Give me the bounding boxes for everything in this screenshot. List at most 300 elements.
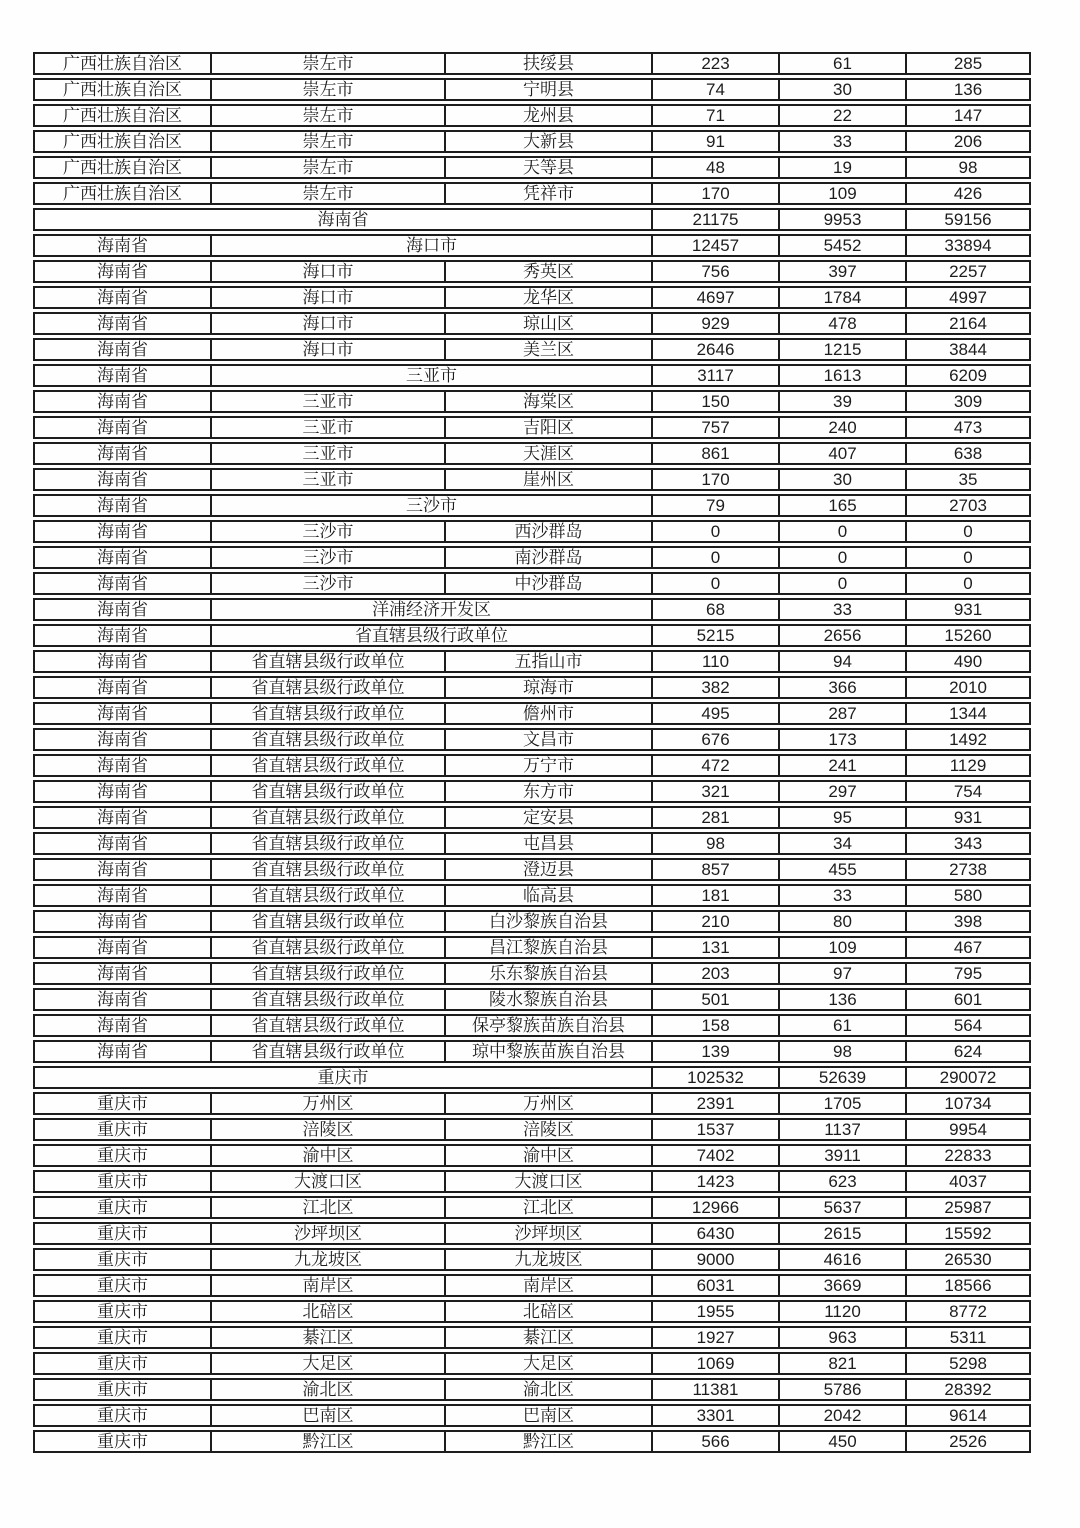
table-cell: 931 <box>905 598 1031 621</box>
table-cell: 5786 <box>778 1378 905 1401</box>
table-cell: 0 <box>651 546 778 569</box>
table-cell: 宁明县 <box>444 78 651 101</box>
table-cell: 343 <box>905 832 1031 855</box>
table-row <box>33 910 1031 933</box>
table-cell: 龙州县 <box>444 104 651 127</box>
table-cell: 2164 <box>905 312 1031 335</box>
table-cell: 756 <box>651 260 778 283</box>
table-row <box>33 364 1031 387</box>
table-cell: 海口市 <box>210 260 444 283</box>
table-cell: 海南省 <box>33 364 210 387</box>
table-cell: 26530 <box>905 1248 1031 1271</box>
table-row <box>33 572 1031 595</box>
table-cell: 321 <box>651 780 778 803</box>
table-cell: 海南省 <box>33 260 210 283</box>
table-cell: 206 <box>905 130 1031 153</box>
table-row <box>33 1040 1031 1063</box>
table-cell: 扶绥县 <box>444 52 651 75</box>
table-cell: 757 <box>651 416 778 439</box>
table-cell: 重庆市 <box>33 1378 210 1401</box>
table-cell: 洋浦经济开发区 <box>210 598 651 621</box>
table-cell: 三沙市 <box>210 572 444 595</box>
table-cell: 478 <box>778 312 905 335</box>
table-cell: 10734 <box>905 1092 1031 1115</box>
table-cell: 4997 <box>905 286 1031 309</box>
table-row <box>33 1196 1031 1219</box>
table-cell: 158 <box>651 1014 778 1037</box>
table-cell: 71 <box>651 104 778 127</box>
table-cell: 97 <box>778 962 905 985</box>
table-cell: 省直辖县级行政单位 <box>210 832 444 855</box>
table-cell: 省直辖县级行政单位 <box>210 780 444 803</box>
table-cell: 676 <box>651 728 778 751</box>
table-cell: 564 <box>905 1014 1031 1037</box>
table-cell: 5215 <box>651 624 778 647</box>
table-row <box>33 1170 1031 1193</box>
table-cell: 海南省 <box>33 676 210 699</box>
table-cell: 琼海市 <box>444 676 651 699</box>
table-cell: 19 <box>778 156 905 179</box>
table-row <box>33 520 1031 543</box>
table-cell: 290072 <box>905 1066 1031 1089</box>
table-cell: 857 <box>651 858 778 881</box>
table-row <box>33 390 1031 413</box>
table-cell: 海南省 <box>33 988 210 1011</box>
table-cell: 海南省 <box>33 338 210 361</box>
table-row <box>33 1430 1031 1453</box>
table-cell: 海南省 <box>33 936 210 959</box>
table-row <box>33 598 1031 621</box>
table-cell: 91 <box>651 130 778 153</box>
table-cell: 重庆市 <box>33 1248 210 1271</box>
table-cell: 285 <box>905 52 1031 75</box>
table-cell: 15592 <box>905 1222 1031 1245</box>
table-cell: 5637 <box>778 1196 905 1219</box>
table-cell: 33 <box>778 884 905 907</box>
table-cell: 海南省 <box>33 208 651 231</box>
table-row <box>33 416 1031 439</box>
table-row <box>33 208 1031 231</box>
table-row <box>33 1222 1031 1245</box>
table-cell: 海南省 <box>33 468 210 491</box>
table-cell: 136 <box>905 78 1031 101</box>
table-cell: 琼中黎族苗族自治县 <box>444 1040 651 1063</box>
table-cell: 澄迈县 <box>444 858 651 881</box>
table-cell: 467 <box>905 936 1031 959</box>
table-cell: 海口市 <box>210 312 444 335</box>
table-cell: 重庆市 <box>33 1352 210 1375</box>
table-cell: 61 <box>778 52 905 75</box>
table-cell: 天涯区 <box>444 442 651 465</box>
table-cell: 580 <box>905 884 1031 907</box>
table-row <box>33 130 1031 153</box>
table-cell: 21175 <box>651 208 778 231</box>
table-row <box>33 546 1031 569</box>
table-cell: 天等县 <box>444 156 651 179</box>
table-cell: 165 <box>778 494 905 517</box>
table-cell: 181 <box>651 884 778 907</box>
table-cell: 海南省 <box>33 312 210 335</box>
table-cell: 屯昌县 <box>444 832 651 855</box>
table-cell: 240 <box>778 416 905 439</box>
table-cell: 495 <box>651 702 778 725</box>
table-cell: 渝中区 <box>210 1144 444 1167</box>
table-cell: 1955 <box>651 1300 778 1323</box>
table-cell: 广西壮族自治区 <box>33 78 210 101</box>
table-cell: 海口市 <box>210 234 651 257</box>
table-row <box>33 1118 1031 1141</box>
table-cell: 三沙市 <box>210 494 651 517</box>
table-cell: 大渡口区 <box>210 1170 444 1193</box>
table-cell: 海南省 <box>33 546 210 569</box>
table-cell: 131 <box>651 936 778 959</box>
table-cell: 海南省 <box>33 858 210 881</box>
table-cell: 乐东黎族自治县 <box>444 962 651 985</box>
table-cell: 海棠区 <box>444 390 651 413</box>
table-cell: 397 <box>778 260 905 283</box>
table-row <box>33 182 1031 205</box>
table-cell: 490 <box>905 650 1031 673</box>
table-cell: 3844 <box>905 338 1031 361</box>
table-cell: 省直辖县级行政单位 <box>210 988 444 1011</box>
table-cell: 巴南区 <box>444 1404 651 1427</box>
table-cell: 沙坪坝区 <box>210 1222 444 1245</box>
table-cell: 中沙群岛 <box>444 572 651 595</box>
table-cell: 北碚区 <box>210 1300 444 1323</box>
table-cell: 广西壮族自治区 <box>33 156 210 179</box>
table-cell: 崇左市 <box>210 78 444 101</box>
table-cell: 34 <box>778 832 905 855</box>
table-cell: 33 <box>778 130 905 153</box>
table-cell: 海南省 <box>33 780 210 803</box>
table-cell: 省直辖县级行政单位 <box>210 962 444 985</box>
table-row <box>33 806 1031 829</box>
table-cell: 陵水黎族自治县 <box>444 988 651 1011</box>
table-cell: 海南省 <box>33 1014 210 1037</box>
table-cell: 省直辖县级行政单位 <box>210 676 444 699</box>
table-cell: 1537 <box>651 1118 778 1141</box>
table-cell: 95 <box>778 806 905 829</box>
table-cell: 三亚市 <box>210 468 444 491</box>
table-cell: 南岸区 <box>210 1274 444 1297</box>
table-row <box>33 1352 1031 1375</box>
table-cell: 6031 <box>651 1274 778 1297</box>
table-cell: 三沙市 <box>210 546 444 569</box>
table-cell: 海南省 <box>33 754 210 777</box>
table-cell: 海南省 <box>33 728 210 751</box>
table-cell: 0 <box>905 520 1031 543</box>
table-cell: 638 <box>905 442 1031 465</box>
table-cell: 北碚区 <box>444 1300 651 1323</box>
table-cell: 海南省 <box>33 1040 210 1063</box>
table-cell: 海南省 <box>33 884 210 907</box>
table-cell: 崇左市 <box>210 156 444 179</box>
table-cell: 省直辖县级行政单位 <box>210 728 444 751</box>
table-cell: 三亚市 <box>210 364 651 387</box>
table-cell: 大新县 <box>444 130 651 153</box>
table-row <box>33 780 1031 803</box>
table-cell: 2646 <box>651 338 778 361</box>
table-cell: 江北区 <box>210 1196 444 1219</box>
table-cell: 省直辖县级行政单位 <box>210 702 444 725</box>
table-cell: 广西壮族自治区 <box>33 182 210 205</box>
table-cell: 万宁市 <box>444 754 651 777</box>
table-cell: 1129 <box>905 754 1031 777</box>
table-cell: 3301 <box>651 1404 778 1427</box>
table-row <box>33 1248 1031 1271</box>
table-cell: 147 <box>905 104 1031 127</box>
table-cell: 海南省 <box>33 286 210 309</box>
table-cell: 426 <box>905 182 1031 205</box>
table-cell: 海南省 <box>33 624 210 647</box>
table-row <box>33 988 1031 1011</box>
table-cell: 455 <box>778 858 905 881</box>
table-cell: 4697 <box>651 286 778 309</box>
table-cell: 三亚市 <box>210 416 444 439</box>
table-cell: 江北区 <box>444 1196 651 1219</box>
table-cell: 重庆市 <box>33 1430 210 1453</box>
table-row <box>33 624 1031 647</box>
table-cell: 綦江区 <box>210 1326 444 1349</box>
table-cell: 109 <box>778 182 905 205</box>
table-cell: 22 <box>778 104 905 127</box>
table-cell: 94 <box>778 650 905 673</box>
table-row <box>33 1404 1031 1427</box>
table-cell: 保亭黎族苗族自治县 <box>444 1014 651 1037</box>
table-cell: 海南省 <box>33 442 210 465</box>
table-cell: 5452 <box>778 234 905 257</box>
table-cell: 九龙坡区 <box>444 1248 651 1271</box>
table-cell: 1927 <box>651 1326 778 1349</box>
table-cell: 2010 <box>905 676 1031 699</box>
table-cell: 万州区 <box>210 1092 444 1115</box>
table-cell: 0 <box>905 546 1031 569</box>
table-cell: 110 <box>651 650 778 673</box>
table-cell: 4037 <box>905 1170 1031 1193</box>
table-cell: 795 <box>905 962 1031 985</box>
table-cell: 崇左市 <box>210 130 444 153</box>
table-cell: 重庆市 <box>33 1170 210 1193</box>
table-cell: 海南省 <box>33 650 210 673</box>
table-cell: 170 <box>651 468 778 491</box>
table-cell: 501 <box>651 988 778 1011</box>
table-cell: 223 <box>651 52 778 75</box>
table-row <box>33 338 1031 361</box>
table-cell: 省直辖县级行政单位 <box>210 1040 444 1063</box>
table-row <box>33 286 1031 309</box>
table-cell: 963 <box>778 1326 905 1349</box>
table-cell: 崇左市 <box>210 104 444 127</box>
table-row <box>33 78 1031 101</box>
table-cell: 2656 <box>778 624 905 647</box>
table-row <box>33 728 1031 751</box>
table-cell: 1705 <box>778 1092 905 1115</box>
table-cell: 11381 <box>651 1378 778 1401</box>
table-cell: 省直辖县级行政单位 <box>210 858 444 881</box>
table-cell: 三沙市 <box>210 520 444 543</box>
table-cell: 省直辖县级行政单位 <box>210 936 444 959</box>
table-cell: 68 <box>651 598 778 621</box>
table-cell: 473 <box>905 416 1031 439</box>
table-cell: 754 <box>905 780 1031 803</box>
table-row <box>33 702 1031 725</box>
table-row <box>33 884 1031 907</box>
table-cell: 203 <box>651 962 778 985</box>
table-row <box>33 1326 1031 1349</box>
table-cell: 109 <box>778 936 905 959</box>
table-cell: 崖州区 <box>444 468 651 491</box>
table-cell: 临高县 <box>444 884 651 907</box>
table-row <box>33 234 1031 257</box>
table-cell: 382 <box>651 676 778 699</box>
table-cell: 173 <box>778 728 905 751</box>
table-cell: 0 <box>778 520 905 543</box>
table-row <box>33 936 1031 959</box>
table-cell: 黔江区 <box>210 1430 444 1453</box>
table-cell: 渝中区 <box>444 1144 651 1167</box>
table-cell: 重庆市 <box>33 1196 210 1219</box>
table-cell: 241 <box>778 754 905 777</box>
table-cell: 海口市 <box>210 286 444 309</box>
table-cell: 重庆市 <box>33 1326 210 1349</box>
table-cell: 海南省 <box>33 806 210 829</box>
table-cell: 61 <box>778 1014 905 1037</box>
table-cell: 定安县 <box>444 806 651 829</box>
table-row <box>33 1378 1031 1401</box>
table-cell: 1120 <box>778 1300 905 1323</box>
table-cell: 821 <box>778 1352 905 1375</box>
table-cell: 重庆市 <box>33 1066 651 1089</box>
table-cell: 1784 <box>778 286 905 309</box>
table-cell: 崇左市 <box>210 52 444 75</box>
table-cell: 省直辖县级行政单位 <box>210 754 444 777</box>
table-cell: 30 <box>778 78 905 101</box>
table-cell: 2391 <box>651 1092 778 1115</box>
table-cell: 139 <box>651 1040 778 1063</box>
table-cell: 广西壮族自治区 <box>33 104 210 127</box>
table-row <box>33 1066 1031 1089</box>
table-cell: 綦江区 <box>444 1326 651 1349</box>
table-cell: 297 <box>778 780 905 803</box>
table-cell: 重庆市 <box>33 1300 210 1323</box>
table-cell: 3911 <box>778 1144 905 1167</box>
table-cell: 海南省 <box>33 416 210 439</box>
table-cell: 渝北区 <box>444 1378 651 1401</box>
table-cell: 文昌市 <box>444 728 651 751</box>
table-cell: 海南省 <box>33 234 210 257</box>
table-cell: 重庆市 <box>33 1404 210 1427</box>
table-cell: 儋州市 <box>444 702 651 725</box>
table-cell: 0 <box>778 546 905 569</box>
table-cell: 18566 <box>905 1274 1031 1297</box>
table-row <box>33 962 1031 985</box>
table-cell: 东方市 <box>444 780 651 803</box>
table-cell: 623 <box>778 1170 905 1193</box>
table-cell: 九龙坡区 <box>210 1248 444 1271</box>
table-cell: 601 <box>905 988 1031 1011</box>
table-cell: 1069 <box>651 1352 778 1375</box>
table-row <box>33 1092 1031 1115</box>
table-cell: 0 <box>905 572 1031 595</box>
table-cell: 省直辖县级行政单位 <box>210 910 444 933</box>
table-cell: 1492 <box>905 728 1031 751</box>
table-cell: 2257 <box>905 260 1031 283</box>
table-cell: 2042 <box>778 1404 905 1427</box>
table-cell: 5298 <box>905 1352 1031 1375</box>
table-cell: 海南省 <box>33 494 210 517</box>
table-cell: 7402 <box>651 1144 778 1167</box>
table-cell: 海南省 <box>33 910 210 933</box>
table-cell: 崇左市 <box>210 182 444 205</box>
table-cell: 28392 <box>905 1378 1031 1401</box>
table-row <box>33 468 1031 491</box>
table-cell: 广西壮族自治区 <box>33 130 210 153</box>
table-cell: 重庆市 <box>33 1222 210 1245</box>
table-cell: 98 <box>905 156 1031 179</box>
table-cell: 12966 <box>651 1196 778 1219</box>
table-row <box>33 156 1031 179</box>
table-cell: 1215 <box>778 338 905 361</box>
table-cell: 472 <box>651 754 778 777</box>
table-cell: 79 <box>651 494 778 517</box>
table-cell: 59156 <box>905 208 1031 231</box>
table-row <box>33 1014 1031 1037</box>
table-cell: 398 <box>905 910 1031 933</box>
table-row <box>33 312 1031 335</box>
table-body <box>33 52 1031 1453</box>
table-row <box>33 1300 1031 1323</box>
table-cell: 170 <box>651 182 778 205</box>
table-cell: 广西壮族自治区 <box>33 52 210 75</box>
table-cell: 海南省 <box>33 702 210 725</box>
table-cell: 566 <box>651 1430 778 1453</box>
table-cell: 2615 <box>778 1222 905 1245</box>
table-cell: 48 <box>651 156 778 179</box>
table-cell: 五指山市 <box>444 650 651 673</box>
table-cell: 沙坪坝区 <box>444 1222 651 1245</box>
table-cell: 9954 <box>905 1118 1031 1141</box>
table-cell: 22833 <box>905 1144 1031 1167</box>
table-cell: 5311 <box>905 1326 1031 1349</box>
table-cell: 1613 <box>778 364 905 387</box>
table-row <box>33 52 1031 75</box>
table-cell: 366 <box>778 676 905 699</box>
table-cell: 624 <box>905 1040 1031 1063</box>
table-cell: 省直辖县级行政单位 <box>210 1014 444 1037</box>
table-cell: 309 <box>905 390 1031 413</box>
table-cell: 15260 <box>905 624 1031 647</box>
table-cell: 海南省 <box>33 572 210 595</box>
table-cell: 9614 <box>905 1404 1031 1427</box>
table-cell: 吉阳区 <box>444 416 651 439</box>
table-cell: 1137 <box>778 1118 905 1141</box>
table-cell: 0 <box>651 520 778 543</box>
table-row <box>33 754 1031 777</box>
table-cell: 102532 <box>651 1066 778 1089</box>
table-cell: 861 <box>651 442 778 465</box>
table-cell: 3669 <box>778 1274 905 1297</box>
table-cell: 4616 <box>778 1248 905 1271</box>
table-cell: 龙华区 <box>444 286 651 309</box>
table-cell: 3117 <box>651 364 778 387</box>
table-cell: 2526 <box>905 1430 1031 1453</box>
table-cell: 渝北区 <box>210 1378 444 1401</box>
table-cell: 省直辖县级行政单位 <box>210 806 444 829</box>
table-cell: 海南省 <box>33 598 210 621</box>
table-cell: 2738 <box>905 858 1031 881</box>
table-cell: 大足区 <box>444 1352 651 1375</box>
table-cell: 9000 <box>651 1248 778 1271</box>
